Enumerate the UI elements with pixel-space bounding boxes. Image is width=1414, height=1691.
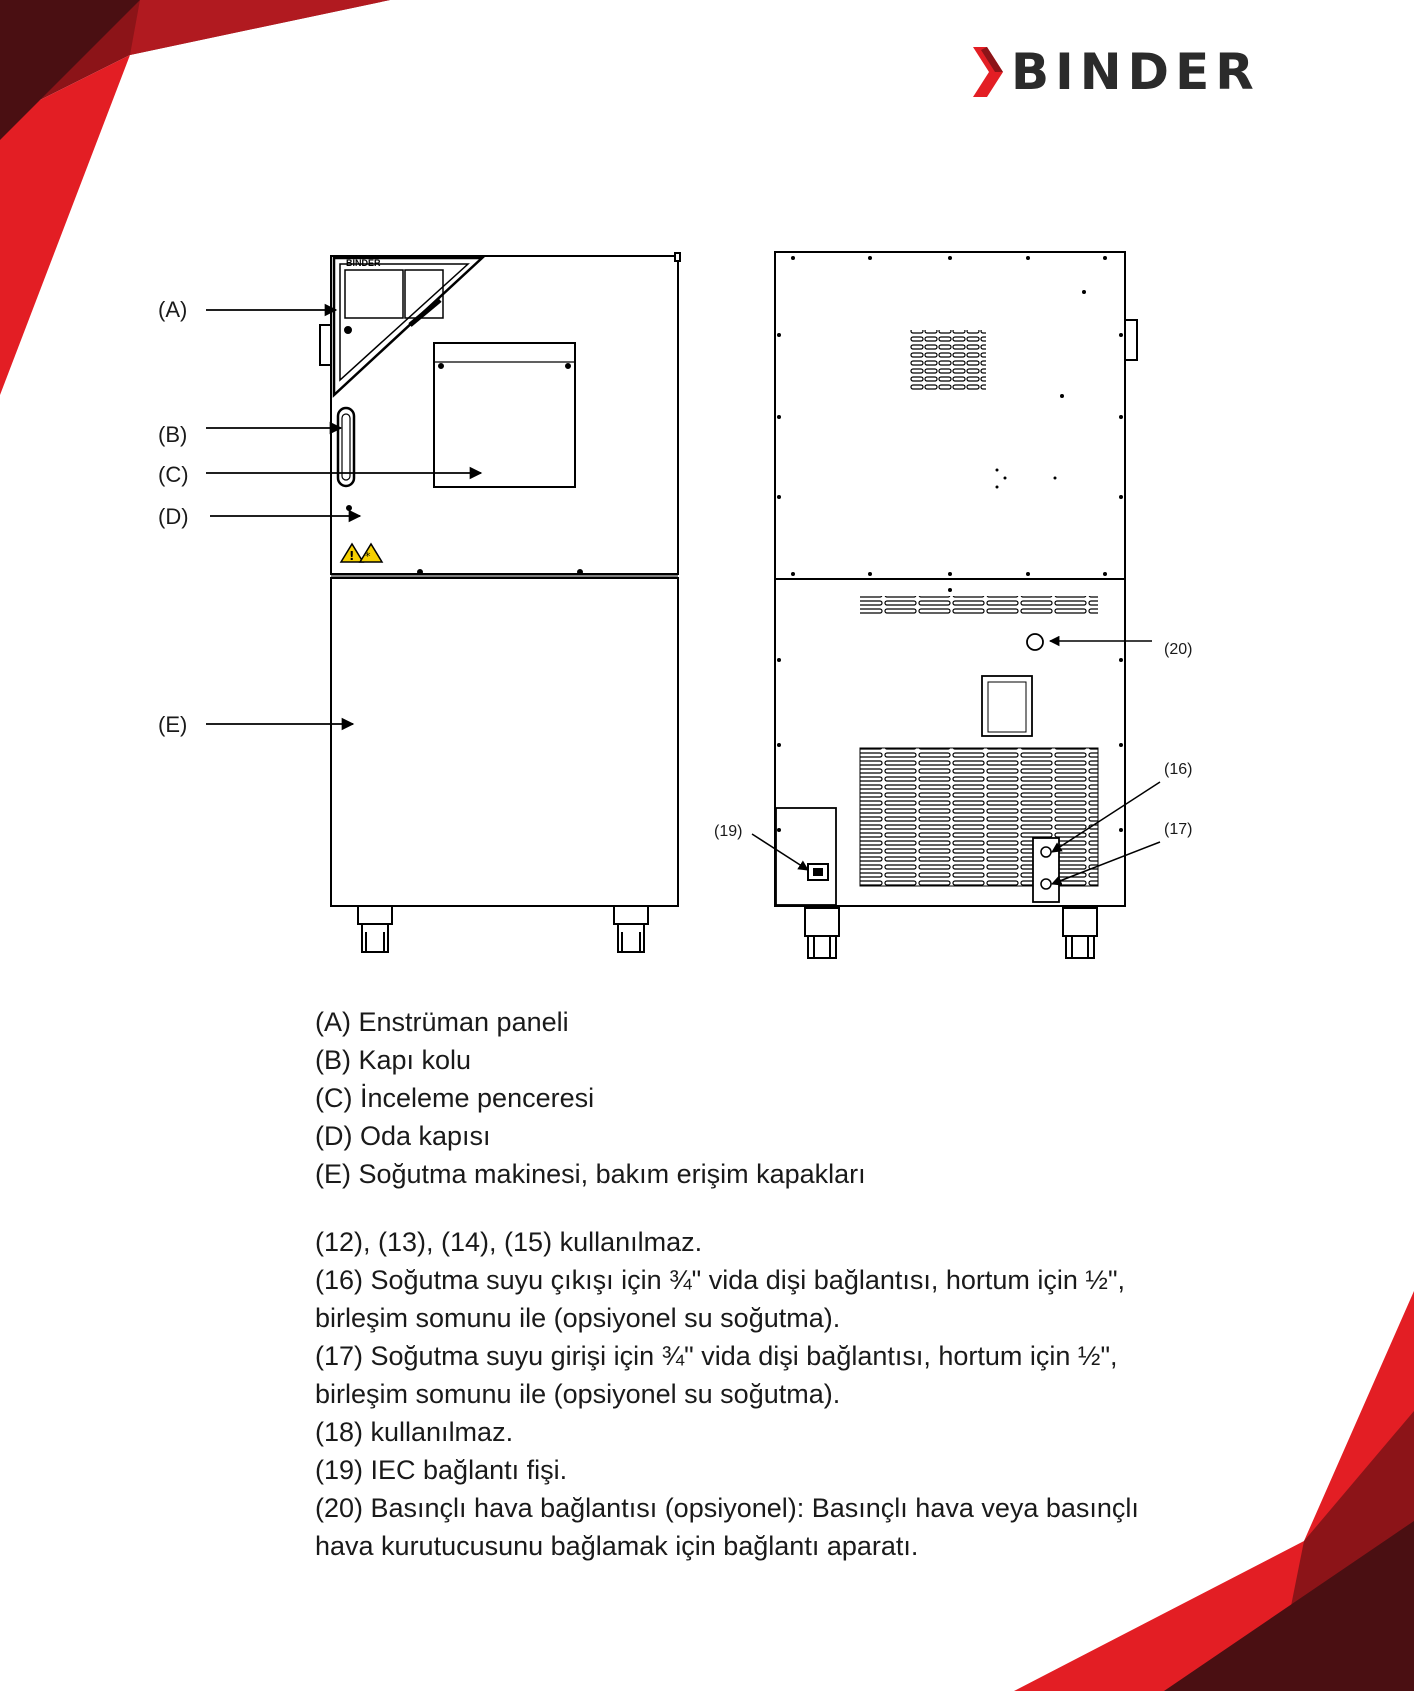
logo-arrow-icon — [973, 47, 1003, 97]
legend-item: (18) kullanılmaz. — [315, 1417, 514, 1447]
compressed-air-port — [1027, 634, 1043, 650]
chamber-lower-body — [331, 578, 678, 906]
legend-item: (E) Soğutma makinesi, bakım erişim kapakları — [315, 1159, 866, 1189]
legend-item: (C) İnceleme penceresi — [315, 1083, 595, 1113]
legend-item: birleşim somunu ile (opsiyonel su soğutma). — [315, 1303, 841, 1333]
connections-legend — [315, 1223, 1139, 1565]
back-castor-right — [1063, 908, 1097, 958]
legend-item: hava kurutucusunu bağlamak için bağlantı aparatı. — [315, 1531, 919, 1561]
horizontal-vent — [860, 596, 1098, 616]
svg-text:!: ! — [349, 549, 355, 563]
back-castor-left — [805, 908, 839, 958]
label-c: (C) — [158, 462, 189, 487]
label-19: (19) — [714, 823, 743, 840]
legend-item: (D) Oda kapısı — [315, 1121, 491, 1151]
front-view — [320, 253, 680, 952]
label-e: (E) — [158, 712, 188, 737]
door-handle — [338, 408, 354, 486]
legend-item: (19) IEC bağlantı fişi. — [315, 1455, 568, 1485]
iec-socket-icon — [808, 864, 828, 880]
label-a: (A) — [158, 297, 188, 322]
front-castor-left — [358, 906, 392, 952]
binder-logo — [973, 44, 1260, 100]
legend-item: (20) Basınçlı hava bağlantısı (opsiyonel): Basınçlı hava veya basınçlı — [315, 1493, 1139, 1523]
panel-brand-text: BINDER — [346, 258, 381, 268]
logo-text: BINDER — [1011, 43, 1260, 101]
condenser-grid — [860, 748, 1098, 886]
label-20: (20) — [1164, 641, 1193, 658]
chamber-diagram — [0, 230, 1414, 970]
legend-item: (B) Kapı kolu — [315, 1045, 472, 1075]
legend-item: (17) Soğutma suyu girişi için ¾" vida dişi bağlantısı, hortum için ½", — [315, 1341, 1118, 1371]
back-view — [775, 252, 1137, 958]
legend-item: (16) Soğutma suyu çıkışı için ¾" vida dişi bağlantısı, hortum için ½", — [315, 1265, 1126, 1295]
front-castor-right — [614, 906, 648, 952]
label-16: (16) — [1164, 761, 1193, 778]
legend-item: (12), (13), (14), (15) kullanılmaz. — [315, 1227, 703, 1257]
label-b: (B) — [158, 422, 188, 447]
legend-item: birleşim somunu ile (opsiyonel su soğutma). — [315, 1379, 841, 1409]
inspection-window — [434, 343, 575, 487]
label-d: (D) — [158, 504, 189, 529]
legend-item: (A) Enstrüman paneli — [315, 1007, 569, 1037]
parts-legend — [315, 1003, 866, 1193]
svg-text:*: * — [365, 550, 371, 563]
upper-vent — [910, 330, 986, 392]
back-upper-body — [775, 252, 1125, 579]
iec-socket-box — [776, 808, 836, 905]
label-17: (17) — [1164, 821, 1193, 838]
